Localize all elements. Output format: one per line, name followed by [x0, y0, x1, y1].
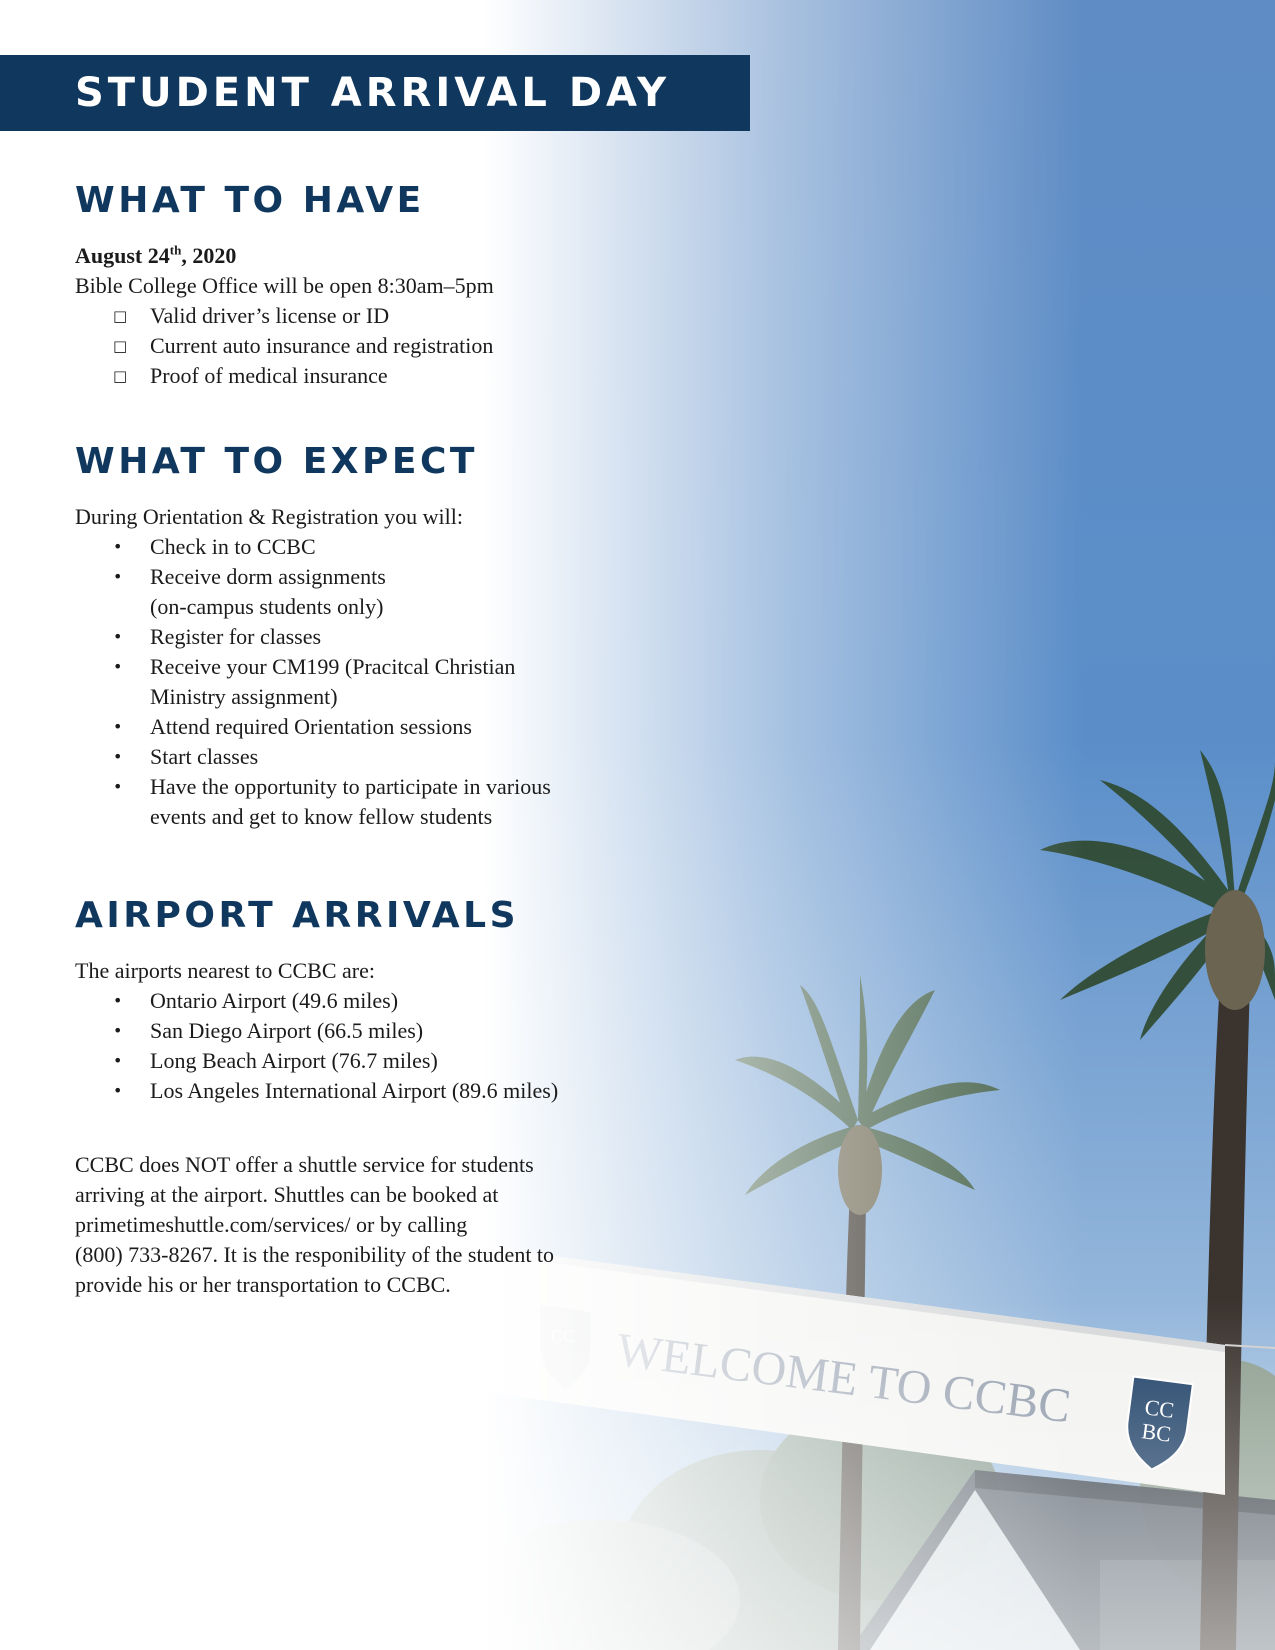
bullet-icon: •: [113, 567, 123, 586]
list-item: • Receive dorm assignments (on-campus students only): [113, 564, 386, 619]
title-banner: [0, 55, 750, 131]
shuttle-paragraph: CCBC does NOT offer a shuttle service for students arriving at the airport. Shuttles can be booked at primetimeshuttle.com/services/ or by calling (800) 733-8267. It is the responibility of the student to provide his or her transportation to CCBC.: [75, 1152, 555, 1297]
bullet-icon: •: [113, 717, 123, 736]
bullet-icon: •: [113, 747, 123, 766]
list-item: • Check in to CCBC: [75, 532, 551, 562]
list-item: • Los Angeles International Airport (89.6 miles): [75, 1076, 558, 1106]
checkbox-icon: □: [113, 307, 128, 325]
bullet-icon: •: [113, 991, 123, 1010]
expect-intro: During Orientation & Registration you will:: [75, 504, 464, 529]
list-item: • Long Beach Airport (76.7 miles): [75, 1046, 558, 1076]
list-item: • Register for classes: [75, 622, 551, 652]
what-to-expect-body: [75, 502, 551, 832]
list-item: • Attend required Orientation sessions: [75, 712, 551, 742]
checklist-item: □ Proof of medical insurance: [75, 361, 494, 391]
airports-intro: The airports nearest to CCBC are:: [75, 958, 375, 983]
checkbox-icon: □: [113, 367, 128, 385]
bullet-icon: •: [113, 1081, 123, 1100]
airport-arrivals-heading: AIRPORT ARRIVALS: [75, 895, 520, 936]
arrival-date: August 24th, 2020: [75, 242, 237, 268]
checkbox-icon: □: [113, 337, 128, 355]
checklist-item: □ Valid driver’s license or ID: [75, 301, 494, 331]
bullet-icon: •: [113, 777, 123, 796]
bullet-icon: •: [113, 537, 123, 556]
checklist-item: □ Current auto insurance and registration: [75, 331, 494, 361]
airport-arrivals-body: [75, 956, 558, 1106]
bullet-icon: •: [113, 1021, 123, 1040]
list-item: • Receive your CM199 (Pracitcal Christian Ministry assignment): [113, 654, 516, 709]
what-to-have-heading: WHAT TO HAVE: [75, 180, 425, 221]
airport-list: [75, 986, 558, 1106]
list-item: • Have the opportunity to participate in various events and get to know fellow students: [113, 774, 551, 829]
list-item: • Start classes: [75, 742, 551, 772]
bullet-icon: •: [113, 657, 123, 676]
list-item: • Ontario Airport (49.6 miles): [75, 986, 558, 1016]
page-title: STUDENT ARRIVAL DAY: [75, 70, 671, 116]
office-hours: Bible College Office will be open 8:30am–5pm: [75, 273, 494, 298]
list-item: • San Diego Airport (66.5 miles): [75, 1016, 558, 1046]
expect-list: [75, 532, 551, 832]
what-to-expect-heading: WHAT TO EXPECT: [75, 441, 478, 482]
what-to-have-body: [75, 241, 494, 391]
bullet-icon: •: [113, 627, 123, 646]
checklist: [75, 301, 494, 391]
bullet-icon: •: [113, 1051, 123, 1070]
